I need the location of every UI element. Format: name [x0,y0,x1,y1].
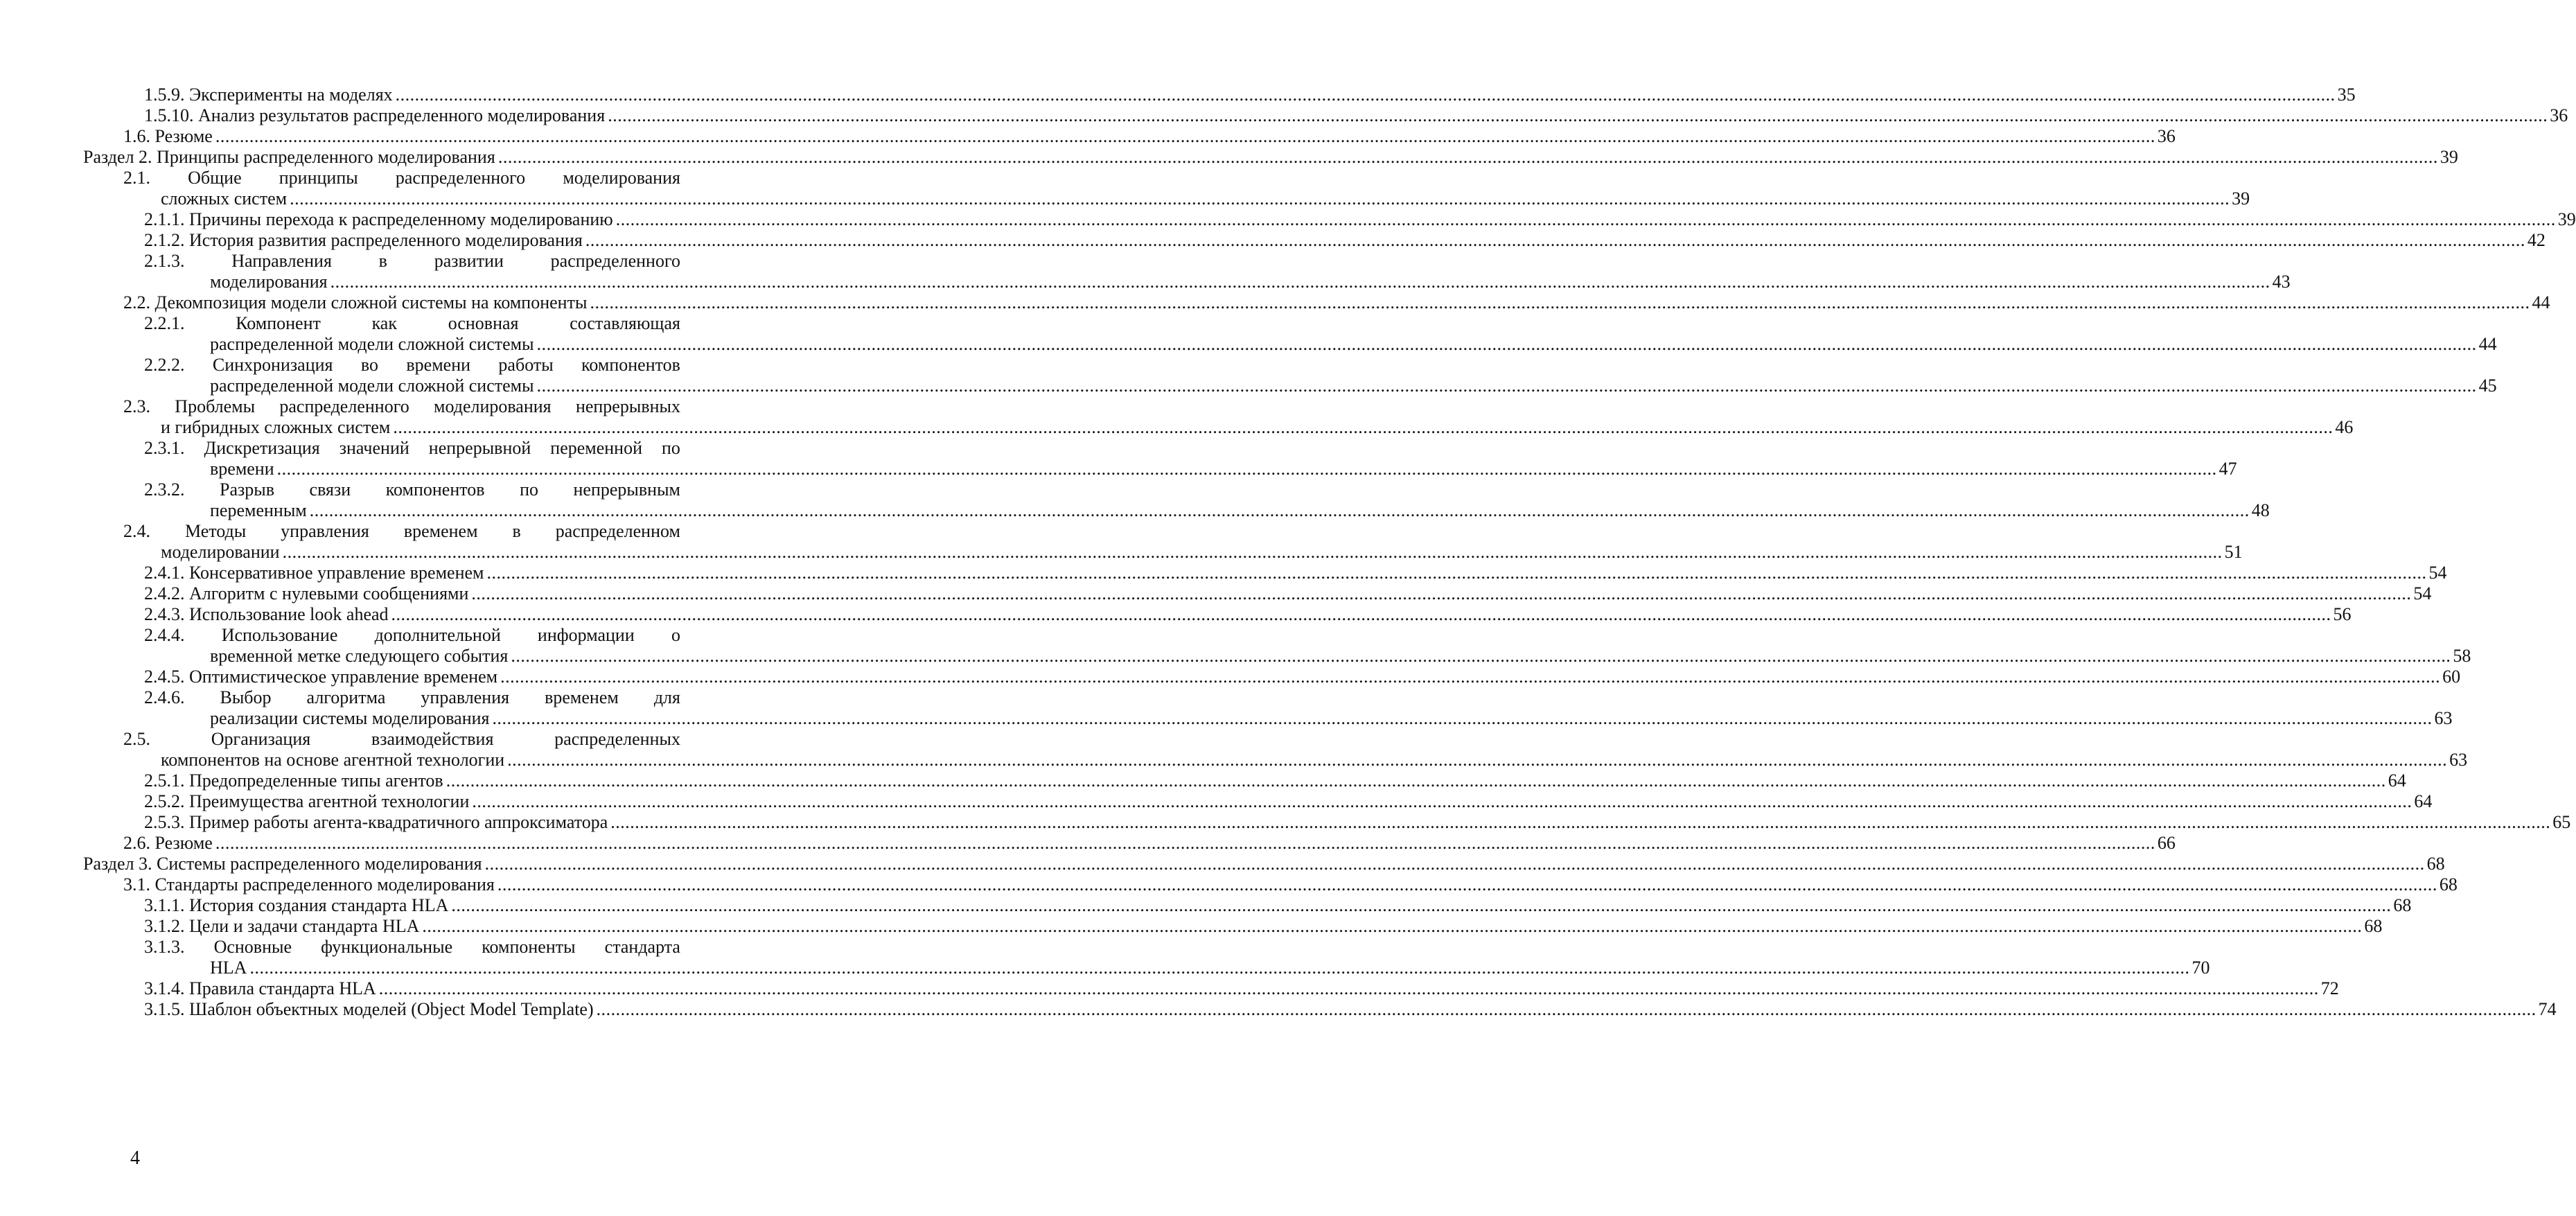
toc-word: 2.4.6. [144,687,185,707]
toc-line [144,665,2461,689]
toc-entry [0,790,2433,813]
dot-leader: ................................................................................................................................................................................................................................................................................................................................................................................................................ [608,105,2548,125]
dot-leader: ................................................................................................................................................................................................................................................................................................................................................................................................................ [585,230,2525,250]
toc-entry [0,83,2356,107]
toc-entry-first-line [144,686,680,710]
toc-entry-title: 3.1.2. Цели и задачи стандарта HLA [144,916,420,936]
dot-leader: ................................................................................................................................................................................................................................................................................................................................................................................................................ [309,500,2250,520]
toc-word: как [371,313,397,333]
toc-line [144,561,2447,585]
toc-entry [0,935,860,959]
toc-entry-continuation [0,644,2471,668]
toc-entry-title: 2.1.1. Причины перехода к распределенному моделированию [144,209,613,229]
toc-word: значений [339,438,409,458]
toc-entry-first-line [123,728,680,751]
toc-entry [0,873,2458,897]
toc-entry-title: 3.1. Стандарты распределенного моделирования [123,874,495,895]
toc-word: алгоритма [306,687,386,707]
toc-word: информации [537,625,635,645]
toc-page-number: 66 [2157,833,2176,853]
dot-leader: ................................................................................................................................................................................................................................................................................................................................................................................................................ [290,188,2230,209]
toc-word: распределенных [554,729,680,749]
toc-entry [0,811,2571,834]
toc-entry-title: моделировании [161,542,280,562]
toc-entry-continuation [0,333,2497,356]
toc-line [161,416,2354,439]
toc-entry-title: 3.1.5. Шаблон объектных моделей (Object Model Template) [144,999,594,1019]
toc-entry-title: 3.1.4. Правила стандарта HLA [144,978,376,998]
toc-page-number: 65 [2552,812,2571,832]
toc-entry-first-line [144,249,680,273]
toc-word: связи [309,479,351,500]
toc-entry-continuation [0,540,2243,564]
toc-line [210,707,2453,730]
toc-entry [0,312,860,335]
toc-entry-title: переменным [210,500,307,520]
toc-entry [0,894,2412,917]
toc-entry [0,831,2176,855]
toc-entry [0,686,860,710]
dot-leader: ................................................................................................................................................................................................................................................................................................................................................................................................................ [497,147,2438,167]
toc-entry-title: Раздел 3. Системы распределенного моделирования [83,854,482,874]
toc-word: 2.3. [123,396,150,416]
toc-line [144,603,2352,626]
toc-word: распределенного [395,168,526,188]
toc-line [144,104,2568,127]
toc-word: стандарта [604,937,680,957]
toc-page-number: 63 [2434,708,2453,728]
toc-line [144,894,2412,917]
dot-leader: ................................................................................................................................................................................................................................................................................................................................................................................................................ [500,667,2441,687]
toc-entry-title: компонентов на основе агентной технологии [161,750,505,770]
toc-entry [0,146,2458,169]
dot-leader: ................................................................................................................................................................................................................................................................................................................................................................................................................ [391,604,2331,624]
toc-line [210,457,2237,481]
toc-entry [0,561,2447,585]
toc-line [83,852,2445,876]
toc-word: 2.2.2. [144,355,185,375]
toc-page-number: 45 [2478,376,2497,396]
toc-page-number: 64 [2414,791,2433,811]
toc-word: в [512,521,521,541]
toc-entry-first-line [144,353,680,377]
toc-entry-title: 2.4.5. Оптимистическое управление временем [144,667,498,687]
toc-entry [0,291,2550,315]
toc-entry-title: 1.6. Резюме [123,126,213,146]
dot-leader: ................................................................................................................................................................................................................................................................................................................................................................................................................ [511,646,2451,666]
toc-entry-title: 2.4.2. Алгоритм с нулевыми сообщениями [144,583,469,603]
toc-word: Проблемы [175,396,256,416]
toc-line [123,873,2458,897]
toc-line [210,333,2497,356]
dot-leader: ................................................................................................................................................................................................................................................................................................................................................................................................................ [596,999,2537,1019]
toc-line [161,748,2468,772]
toc-word: распределенном [555,521,680,541]
dot-leader: ................................................................................................................................................................................................................................................................................................................................................................................................................ [215,833,2155,853]
toc-word: моделирования [563,168,680,188]
dot-leader: ................................................................................................................................................................................................................................................................................................................................................................................................................ [395,85,2336,105]
toc-entry-title: 2.5.3. Пример работы агента-квадратичного аппроксиматора [144,812,608,832]
toc-word: 2.4. [123,521,150,541]
toc-entry [0,582,2432,606]
toc-word: о [671,625,680,645]
toc-word: временем [403,521,478,541]
toc-page-number: 35 [2337,85,2356,105]
dot-leader: ................................................................................................................................................................................................................................................................................................................................................................................................................ [422,916,2363,936]
toc-word: взаимодействия [371,729,494,749]
toc-word: развитии [434,251,504,271]
dot-leader: ................................................................................................................................................................................................................................................................................................................................................................................................................ [451,895,2392,915]
toc-page-number: 60 [2442,667,2461,687]
toc-entry [0,229,2546,252]
toc-page-number: 42 [2527,230,2546,250]
toc-page-number: 44 [2532,292,2550,312]
toc-page-number: 48 [2251,500,2270,520]
toc-page-number: 39 [2440,147,2458,167]
toc-entry-title: 2.6. Резюме [123,833,213,853]
toc-word: Использование [221,625,338,645]
toc-page-number: 44 [2478,334,2497,354]
toc-word: Синхронизация [212,355,333,375]
toc-entry [0,437,860,460]
toc-word: функциональные [321,937,453,957]
toc-line [161,187,2250,211]
toc-line [144,769,2406,793]
toc-entry-title: 2.1.2. История развития распределенного моделирования [144,230,583,250]
toc-entry-title: моделирования [210,272,328,292]
toc-entry-title: 2.5.1. Предопределенные типы агентов [144,770,443,791]
toc-page-number: 51 [2224,542,2243,562]
toc-entry-first-line [144,312,680,335]
toc-entry-first-line [123,395,680,418]
toc-word: во [360,355,378,375]
toc-word: Компонент [236,313,321,333]
toc-line [144,977,2339,1001]
toc-word: 2.2.1. [144,313,185,333]
dot-leader: ................................................................................................................................................................................................................................................................................................................................................................................................................ [536,376,2477,396]
toc-line [144,208,2576,231]
toc-line [144,811,2571,834]
dot-leader: ................................................................................................................................................................................................................................................................................................................................................................................................................ [472,791,2412,811]
toc-entry [0,915,2383,938]
toc-line [210,270,2291,294]
toc-entry [0,478,860,502]
toc-entry-continuation [0,187,2250,211]
toc-page-number: 63 [2449,750,2468,770]
toc-entry-title: времени [210,459,274,479]
toc-word: составляющая [570,313,680,333]
toc-word: 2.1.3. [144,251,185,271]
toc-word: для [653,687,680,707]
toc-page-number: 36 [2550,105,2568,125]
toc-line [161,540,2243,564]
toc-word: распределенного [550,251,680,271]
toc-entry-title: 2.4.1. Консервативное управление временем [144,563,484,583]
toc-entry [0,104,2568,127]
dot-leader: ................................................................................................................................................................................................................................................................................................................................................................................................................ [378,978,2319,998]
toc-word: в [378,251,387,271]
toc-entry-title: реализации системы моделирования [210,708,490,728]
toc-word: Дискретизация [204,438,320,458]
toc-entry-title: сложных систем [161,188,288,209]
dot-leader: ................................................................................................................................................................................................................................................................................................................................................................................................................ [615,209,2556,229]
dot-leader: ................................................................................................................................................................................................................................................................................................................................................................................................................ [445,770,2386,791]
toc-word: Основные [213,937,292,957]
toc-entry [0,125,2176,148]
toc-word: 2.3.2. [144,479,185,500]
dot-leader: ................................................................................................................................................................................................................................................................................................................................................................................................................ [610,812,2551,832]
toc-entry [0,395,860,418]
toc-page-number: 39 [2232,188,2250,209]
toc-line [210,956,2210,980]
toc-line [123,125,2176,148]
page-number: 4 [130,1147,140,1169]
toc-word: временем [545,687,619,707]
toc-page-number: 56 [2333,604,2352,624]
toc-word: Выбор [220,687,272,707]
toc-word: компонентов [385,479,485,500]
toc-entry-title: и гибридных сложных систем [161,417,391,437]
toc-word: основная [448,313,519,333]
toc-line [144,790,2433,813]
dot-leader: ................................................................................................................................................................................................................................................................................................................................................................................................................ [507,750,2448,770]
toc-entry-first-line [144,935,680,959]
toc-word: Направления [231,251,332,271]
toc-word: Разрыв [220,479,275,500]
toc-page-number: 54 [2428,563,2447,583]
toc-word: переменной [550,438,643,458]
toc-page-number: 54 [2413,583,2432,603]
toc-entry [0,249,860,273]
toc-word: моделирования [434,396,552,416]
toc-entry-title: 1.5.9. Эксперименты на моделях [144,85,393,105]
toc-entry [0,977,2339,1001]
toc-word: Организация [211,729,311,749]
toc-word: 2.3.1. [144,438,185,458]
toc-line [123,831,2176,855]
toc-entry-title: распределенной модели сложной системы [210,334,534,354]
toc-entry [0,769,2406,793]
dot-leader: ................................................................................................................................................................................................................................................................................................................................................................................................................ [471,583,2412,603]
toc-page-number: 39 [2557,209,2576,229]
toc-page-number: 68 [2439,874,2458,895]
toc-page-number: 70 [2191,958,2210,978]
toc-entry-first-line [144,624,680,647]
toc-entry-continuation [0,374,2497,398]
toc-entry-continuation [0,956,2210,980]
dot-leader: ................................................................................................................................................................................................................................................................................................................................................................................................................ [484,854,2425,874]
toc-page-number: 68 [2393,895,2412,915]
toc-entry [0,353,860,377]
toc-word: работы [498,355,554,375]
toc-word: принципы [279,168,358,188]
toc-word: распределенного [279,396,409,416]
toc-entry [0,852,2445,876]
toc-entry-title: 1.5.10. Анализ результатов распределенного моделирования [144,105,606,125]
toc-word: 2.5. [123,729,150,749]
dot-leader: ................................................................................................................................................................................................................................................................................................................................................................................................................ [497,874,2437,895]
dot-leader: ................................................................................................................................................................................................................................................................................................................................................................................................................ [590,292,2530,312]
toc-line [123,291,2550,315]
toc-entry-first-line [144,478,680,502]
toc-entry-first-line [123,166,680,190]
toc-word: компоненты [482,937,576,957]
toc-entry-continuation [0,499,2270,522]
dot-leader: ................................................................................................................................................................................................................................................................................................................................................................................................................ [249,958,2190,978]
toc-line [210,644,2471,668]
toc-line [83,146,2458,169]
toc-entry [0,520,860,543]
toc-entry-title: 2.5.2. Преимущества агентной технологии [144,791,470,811]
dot-leader: ................................................................................................................................................................................................................................................................................................................................................................................................................ [215,126,2155,146]
toc-entry [0,728,860,751]
toc-word: непрерывной [428,438,531,458]
toc-page-number: 58 [2453,646,2471,666]
toc-word: управления [421,687,510,707]
toc-word: 2.1. [123,168,150,188]
toc-line [144,998,2557,1021]
toc-entry-continuation [0,416,2354,439]
toc-word: непрерывным [573,479,680,500]
toc-entry [0,624,860,647]
toc-word: дополнительной [374,625,501,645]
dot-leader: ................................................................................................................................................................................................................................................................................................................................................................................................................ [276,459,2217,479]
toc-page-number: 36 [2157,126,2176,146]
dot-leader: ................................................................................................................................................................................................................................................................................................................................................................................................................ [330,272,2270,292]
dot-leader: ................................................................................................................................................................................................................................................................................................................................................................................................................ [486,563,2427,583]
toc-entry [0,603,2352,626]
toc-word: времени [406,355,471,375]
toc-entry-continuation [0,707,2453,730]
toc-entry-first-line [144,437,680,460]
toc-page-number: 47 [2218,459,2237,479]
toc-word: управления [281,521,369,541]
toc-entry [0,665,2461,689]
toc-entry-first-line [123,520,680,543]
toc-word: 3.1.3. [144,937,185,957]
toc-word: компонентов [581,355,680,375]
toc-page-number: 68 [2364,916,2383,936]
toc-page-number: 43 [2272,272,2291,292]
toc-entry-title: распределенной модели сложной системы [210,376,534,396]
toc-line [144,229,2546,252]
dot-leader: ................................................................................................................................................................................................................................................................................................................................................................................................................ [393,417,2334,437]
toc-entry-continuation [0,270,2291,294]
toc-line [144,582,2432,606]
dot-leader: ................................................................................................................................................................................................................................................................................................................................................................................................................ [536,334,2477,354]
toc-entry-continuation [0,748,2468,772]
toc-entry-continuation [0,457,2237,481]
toc-entry [0,208,2576,231]
toc-page-number: 46 [2335,417,2354,437]
toc-word: Методы [184,521,247,541]
toc-page-number: 72 [2320,978,2339,998]
toc-word: по [520,479,538,500]
toc-page-number: 68 [2426,854,2445,874]
dot-leader: ................................................................................................................................................................................................................................................................................................................................................................................................................ [492,708,2433,728]
toc-line [144,83,2356,107]
toc-entry-title: Раздел 2. Принципы распределенного моделирования [83,147,495,167]
toc-entry-title: HLA [210,958,247,978]
toc-page-number: 74 [2538,999,2557,1019]
toc-word: 2.4.4. [144,625,185,645]
toc-word: по [662,438,680,458]
toc-entry [0,166,860,190]
toc-line [210,374,2497,398]
toc-word: непрерывных [575,396,680,416]
toc-line [210,499,2270,522]
toc-entry-title: 2.4.3. Использование look ahead [144,604,389,624]
toc-entry-title: 3.1.1. История создания стандарта HLA [144,895,449,915]
toc-entry [0,998,2557,1021]
toc-line [144,915,2383,938]
toc-entry-title: временной метке следующего события [210,646,509,666]
toc-entry-title: 2.2. Декомпозиция модели сложной системы на компоненты [123,292,588,312]
toc-page-number: 64 [2388,770,2406,791]
dot-leader: ................................................................................................................................................................................................................................................................................................................................................................................................................ [282,542,2223,562]
toc-word: Общие [188,168,242,188]
